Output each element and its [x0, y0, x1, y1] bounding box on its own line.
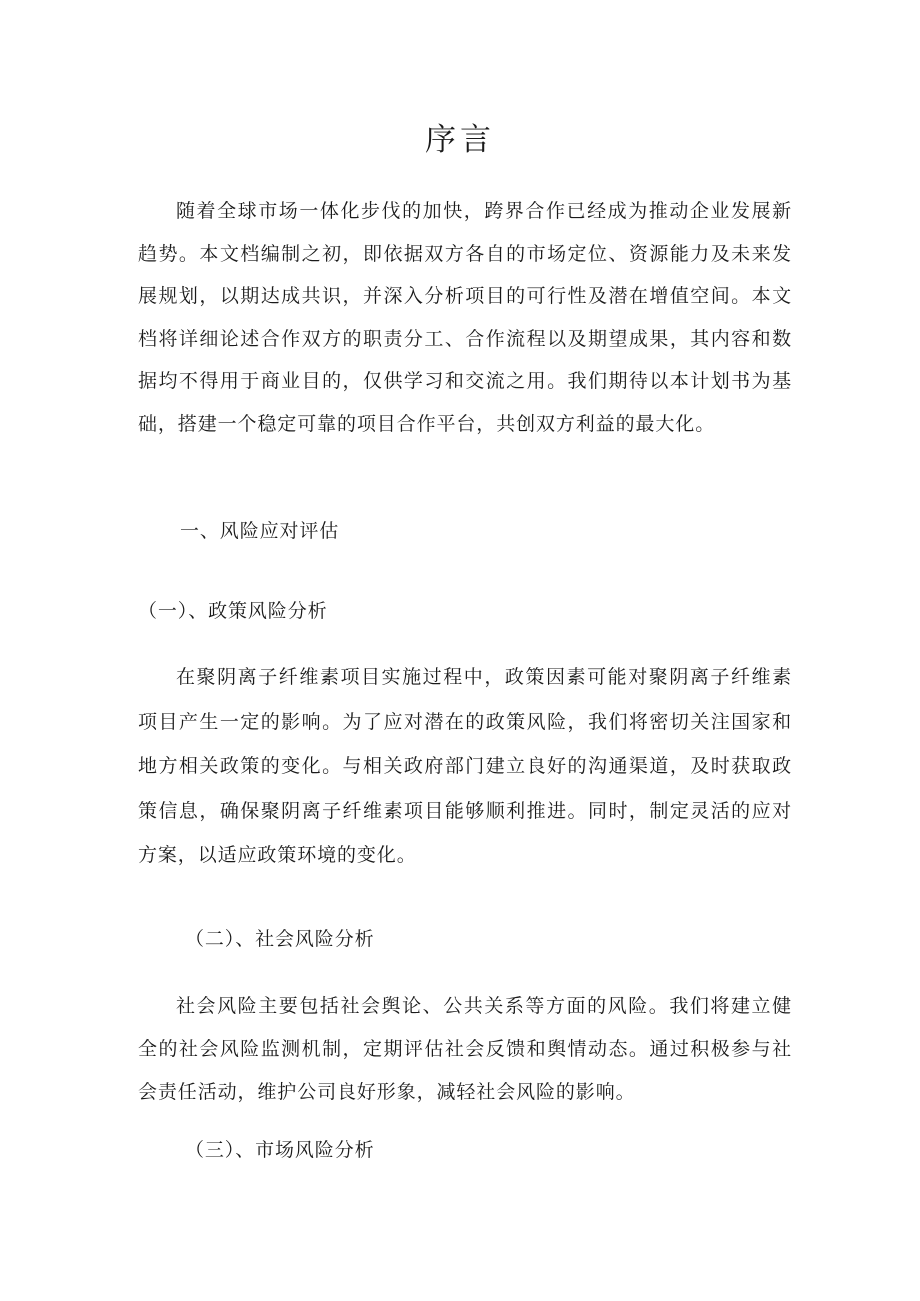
page-title: 序言 — [425, 122, 495, 158]
subsection-heading-policy-risk: （一）、政策风险分析 — [138, 600, 328, 622]
subsection-heading-social-risk: （二）、社会风险分析 — [185, 928, 375, 950]
social-risk-paragraph: 社会风险主要包括社会舆论、公共关系等方面的风险。我们将建立健全的社会风险监测机制，定期评估社会反馈和舆情动态。通过积极参与社会责任活动，维护公司良好形象，减轻社会风险的影响。 — [138, 995, 792, 1103]
policy-risk-paragraph: 在聚阴离子纤维素项目实施过程中，政策因素可能对聚阴离子纤维素项目产生一定的影响。为了应对潜在的政策风险，我们将密切关注国家和地方相关政策的变化。与相关政府部门建立良好的沟通渠道，及时获取政策信息，确保聚阴离子纤维素项目能够顺利推进。同时，制定灵活的应对方案，以适应政策环境的变化。 — [138, 666, 792, 866]
subsection-heading-market-risk: （三）、市场风险分析 — [185, 1139, 375, 1161]
section-heading-risk-assessment: 一、风险应对评估 — [180, 520, 340, 542]
intro-paragraph: 随着全球市场一体化步伐的加快，跨界合作已经成为推动企业发展新趋势。本文档编制之初，即依据双方各自的市场定位、资源能力及未来发展规划，以期达成共识，并深入分析项目的可行性及潜在增值空间。本文档将详细论述合作双方的职责分工、合作流程以及期望成果，其内容和数据均不得用于商业目的，仅供学习和交流之用。我们期待以本计划书为基础，搭建一个稳定可靠的项目合作平台，共创双方利益的最大化。 — [138, 200, 792, 435]
